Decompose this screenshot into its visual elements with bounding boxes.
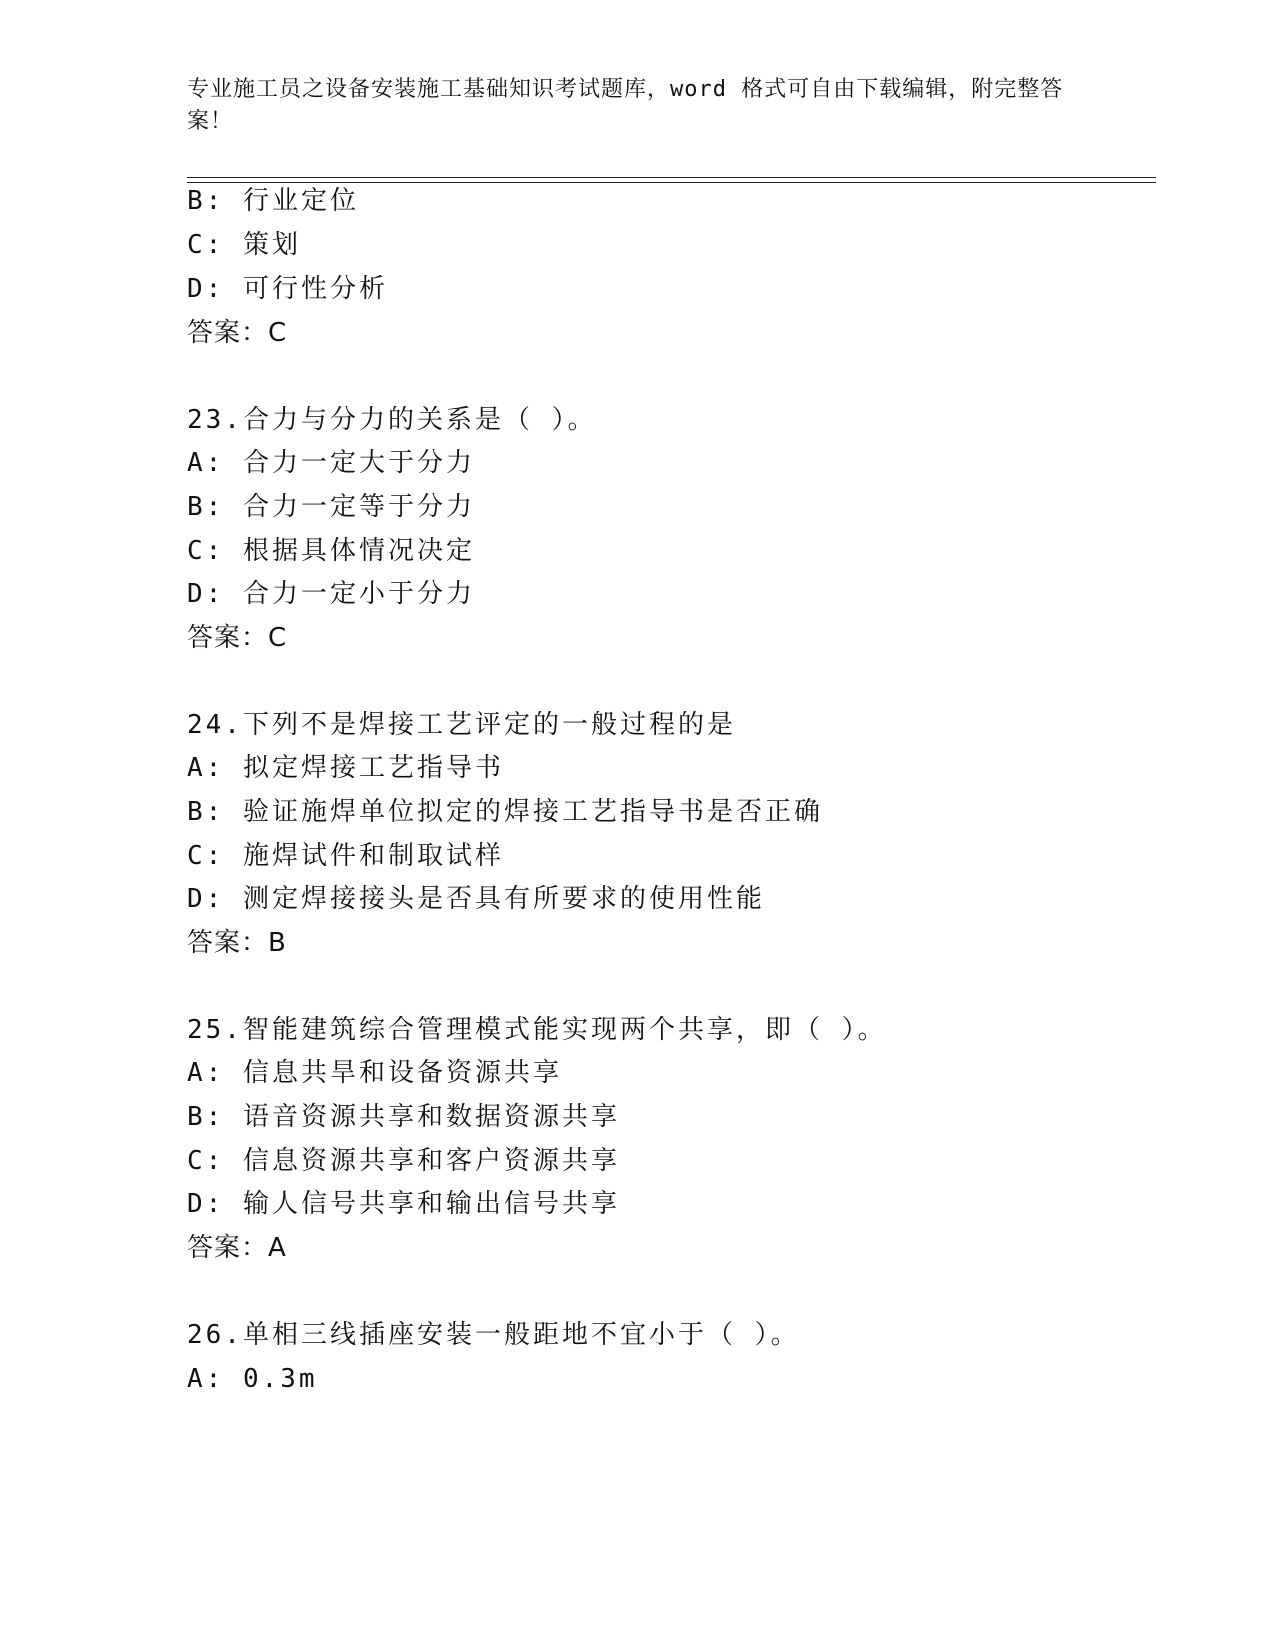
- question-stem: 23.合力与分力的关系是（ ）。: [187, 405, 597, 435]
- option-line: B: 行业定位: [187, 186, 359, 216]
- document-header: 专业施工员之设备安装施工基础知识考试题库，word 格式可自由下载编辑，附完整答案！: [187, 77, 1064, 134]
- option-line: C: 施焊试件和制取试样: [187, 841, 504, 871]
- option-line: C: 策划: [187, 230, 301, 260]
- option-line: D: 输人信号共享和输出信号共享: [187, 1189, 620, 1219]
- question-stem: 24.下列不是焊接工艺评定的一般过程的是: [187, 710, 736, 740]
- option-line: A: 拟定焊接工艺指导书: [187, 753, 504, 783]
- option-line: B: 验证施焊单位拟定的焊接工艺指导书是否正确: [187, 797, 823, 827]
- header-rule-top: [187, 177, 1156, 178]
- option-line: B: 合力一定等于分力: [187, 492, 475, 522]
- question-stem: 25.智能建筑综合管理模式能实现两个共享，即（ ）。: [187, 1015, 887, 1045]
- option-line: A: 0.3m: [187, 1364, 318, 1394]
- answer-line: 答案：C: [187, 623, 288, 653]
- answer-line: 答案：A: [187, 1233, 287, 1263]
- option-line: D: 合力一定小于分力: [187, 579, 475, 609]
- option-line: A: 合力一定大于分力: [187, 448, 475, 478]
- option-line: B: 语音资源共享和数据资源共享: [187, 1102, 620, 1132]
- header-rule-bottom: [187, 182, 1156, 183]
- option-line: A: 信息共旱和设备资源共享: [187, 1058, 562, 1088]
- answer-line: 答案：B: [187, 928, 287, 958]
- question-stem: 26.单相三线插座安装一般距地不宜小于（ ）。: [187, 1320, 800, 1350]
- answer-line: 答案：C: [187, 318, 288, 348]
- option-line: D: 可行性分析: [187, 274, 388, 304]
- option-line: C: 根据具体情况决定: [187, 536, 475, 566]
- option-line: D: 测定焊接接头是否具有所要求的使用性能: [187, 884, 765, 914]
- option-line: C: 信息资源共享和客户资源共享: [187, 1146, 620, 1176]
